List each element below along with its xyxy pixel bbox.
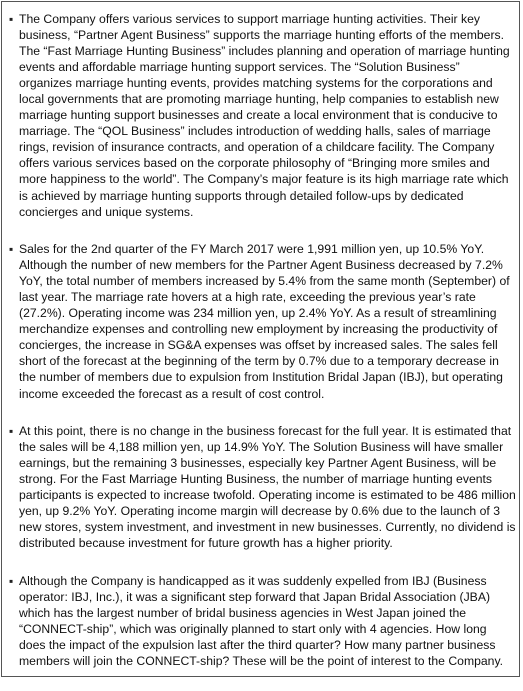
bullet-paragraph-outlook — [8, 573, 516, 669]
bullet-paragraph-full-year-forecast — [8, 423, 516, 551]
bullet-marker-icon: ▪ — [9, 573, 14, 588]
bullet-marker-icon: ▪ — [9, 12, 14, 26]
paragraph-text: Although the Company is handicapped as it was suddenly expelled from IBJ (Business operator: IBJ, Inc.), it was a significant step forward that Japan Bridal Association (JBA) which has the largest number of bridal business agencies in West Japan joined the “CONNECT-ship”, which was originally planned to start only with 4 agencies. How long does the impact of the expulsion last after the third quarter? How many partner business members will join the CONNECT-ship? These will be the point of interest to the Company. — [19, 573, 504, 669]
paragraph-text: At this point, there is no change in the business forecast for the full year. It is estimated that the sales will be 4,188 million yen, up 14.9% YoY. The Solution Business will have smaller earnings, but the remaining 3 businesses, especially key Partner Agent Business, will be strong. For the Fast Marriage Hunting Business, the number of marriage hunting events participants is expected to increase twofold. Operating income is estimated to be 486 million yen, up 9.2% YoY. Operating income margin will decrease by 0.6% due to the launch of 3 new stores, system investment, and investment in new businesses. Currently, no dividend is distributed because investment for future growth has a higher priority. — [19, 424, 516, 551]
bullet-marker-icon: ▪ — [9, 424, 14, 439]
summary-box — [1, 1, 520, 677]
paragraph-text: Sales for the 2nd quarter of the FY March 2017 were 1,991 million yen, up 10.5% YoY. Although the number of new members for the Partner Agent Business decreased by 7.2% YoY, the total number of members increased by 5.4% from the same month (September) of last year. The marriage rate hovers at a high rate, exceeding the previous year’s rate (27.2%). Operating income was 234 million yen, up 2.4% YoY. As a result of streamlining merchandize expenses and controlling new employment by increasing the productivity of concierges, the increase in SG&A expenses was offset by increased sales. The sales fell short of the forecast at the beginning of the term by 0.7% due to a temporary decrease in the number of members due to expulsion from Institution Bridal Japan (IBJ), but operating income exceeded the forecast as a result of cost control. — [19, 242, 510, 401]
bullet-paragraph-q2-results — [8, 241, 516, 401]
bullet-marker-icon: ▪ — [9, 242, 14, 257]
bullet-paragraph-company-overview — [8, 11, 516, 220]
paragraph-text: The Company offers various services to support marriage hunting activities. Their key business, “Partner Agent Business” supports the marriage hunting efforts of the members. The “Fast Marriage Hunting Business” includes planning and operation of marriage hunting events and affordable marriage hunting support services. The “Solution Business” organizes marriage hunting events, provides matching systems for the corporations and local governments that are promoting marriage hunting, help companies to establish new marriage hunting support businesses and create a local environment that is conducive to marriage. The “QOL Business” includes introduction of wedding halls, sales of marriage rings, revision of insurance contracts, and operation of a childcare facility. The Company offers various services based on the corporate philosophy of “Bringing more smiles and more happiness to the world”. The Company’s major feature is its high marriage rate which is achieved by marriage hunting supports through detailed follow-ups by dedicated concierges and unique systems. — [19, 12, 510, 219]
bullet-list — [8, 11, 516, 691]
